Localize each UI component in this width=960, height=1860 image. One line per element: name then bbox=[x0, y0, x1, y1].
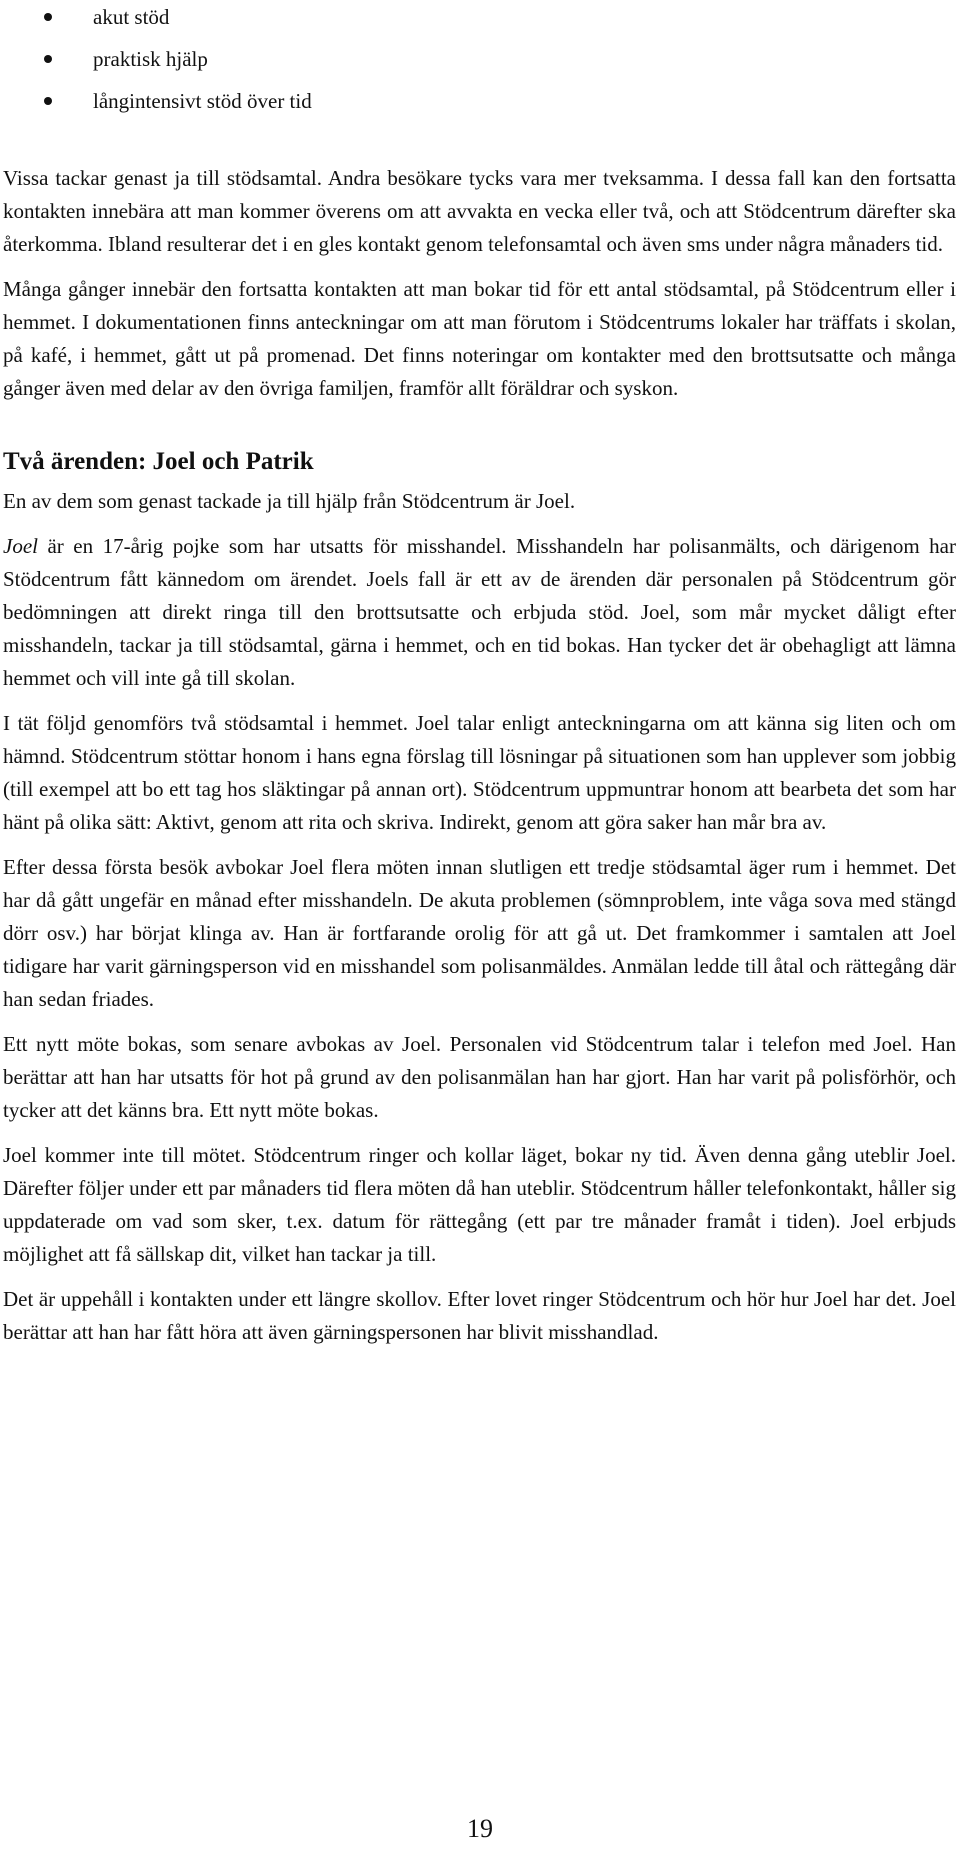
list-item bbox=[0, 84, 312, 126]
paragraph-6: Efter dessa första besök avbokar Joel flera möten innan slutligen ett tredje stödsamtal äger rum i hemmet. Det har då gått ungefär en månad efter misshandeln. De akuta problemen (sömnproblem, inte våga sova med stängd dörr osv.) har börjat klinga av. Han är fortfarande orolig för att gå ut. Det framkommer i samtalen att Joel tidigare har varit gärningsperson vid en misshandel som polisanmäldes. Anmälan ledde till åtal och rättegång där han sedan friades. bbox=[3, 855, 956, 1011]
list-item-text: akut stöd bbox=[93, 5, 170, 29]
section-heading: Två ärenden: Joel och Patrik bbox=[3, 448, 314, 475]
paragraph-7: Ett nytt möte bokas, som senare avbokas av Joel. Personalen vid Stödcentrum talar i telefon med Joel. Han berättar att han har utsatts för hot på grund av den polisanmälan han har gjort. Han har varit på polisförhör, och tycker att det känns bra. Ett nytt möte bokas. bbox=[3, 1032, 956, 1122]
bullet-icon bbox=[44, 55, 52, 63]
paragraph-3: En av dem som genast tackade ja till hjälp från Stödcentrum är Joel. bbox=[3, 489, 576, 513]
bullet-icon bbox=[44, 97, 52, 105]
name-joel-italic: Joel bbox=[3, 534, 38, 558]
paragraph-5: I tät följd genomförs två stödsamtal i hemmet. Joel talar enligt anteckningarna om att känna sig liten och om hämnd. Stödcentrum stöttar honom i hans egna förslag till lösningar på situationen som han upplever som jobbig (till exempel att bo ett tag hos släktingar på annan ort). Stödcentrum uppmuntrar honom att bearbeta det som har hänt på olika sätt: Aktivt, genom att rita och skriva. Indirekt, genom att göra saker han mår bra av. bbox=[3, 711, 956, 834]
paragraph-9: Det är uppehåll i kontakten under ett längre skollov. Efter lovet ringer Stödcentrum och hör hur Joel har det. Joel berättar att han har fått höra att även gärningspersonen har blivit misshandlad. bbox=[3, 1287, 956, 1344]
list-item bbox=[0, 42, 312, 84]
page-number: 19 bbox=[467, 1814, 493, 1843]
list-item-text: praktisk hjälp bbox=[93, 47, 208, 71]
list-item-text: långintensivt stöd över tid bbox=[93, 89, 312, 113]
paragraph-4-text: är en 17-årig pojke som har utsatts för misshandel. Misshandeln har polisanmälts, och därigenom har Stödcentrum fått kännedom om ärendet. Joels fall är ett av de ärenden där personalen på Stödcentrum gör bedömningen att direkt ringa till den brottsutsatte och erbjuda stöd. Joel, som mår mycket dåligt efter misshandeln, tackar ja till stödsamtal, gärna i hemmet, och en tid bokas. Han tycker det är obehagligt att lämna hemmet och vill inte gå till skolan. bbox=[3, 534, 956, 690]
paragraph-8: Joel kommer inte till mötet. Stödcentrum ringer och kollar läget, bokar ny tid. Även denna gång uteblir Joel. Därefter följer under ett par månaders tid flera möten då han uteblir. Stödcentrum håller telefonkontakt, håller sig uppdaterade om vad som sker, t.ex. datum för rättegång (ett par tre månader framåt i tiden). Joel erbjuds möjlighet att få sällskap dit, vilket han tackar ja till. bbox=[3, 1143, 956, 1266]
bullet-list bbox=[0, 0, 312, 126]
body-text bbox=[3, 162, 956, 1361]
bullet-icon bbox=[44, 13, 52, 21]
paragraph-1: Vissa tackar genast ja till stödsamtal. Andra besökare tycks vara mer tveksamma. I dessa fall kan den fortsatta kontakten innebära att man kommer överens om att avvakta en vecka eller två, och att Stödcentrum därefter ska återkomma. Ibland resulterar det i en gles kontakt genom telefonsamtal och även sms under några månaders tid. bbox=[3, 166, 956, 256]
paragraph-4 bbox=[3, 530, 956, 695]
list-item bbox=[0, 0, 312, 42]
paragraph-2: Många gånger innebär den fortsatta kontakten att man bokar tid för ett antal stödsamtal, på Stödcentrum eller i hemmet. I dokumentationen finns anteckningar om att man förutom i Stödcentrums lokaler har träffats i skolan, på kafé, i hemmet, gått ut på promenad. Det finns noteringar om kontakter med den brottsutsatte och många gånger även med delar av den övriga familjen, framför allt föräldrar och syskon. bbox=[3, 277, 956, 400]
